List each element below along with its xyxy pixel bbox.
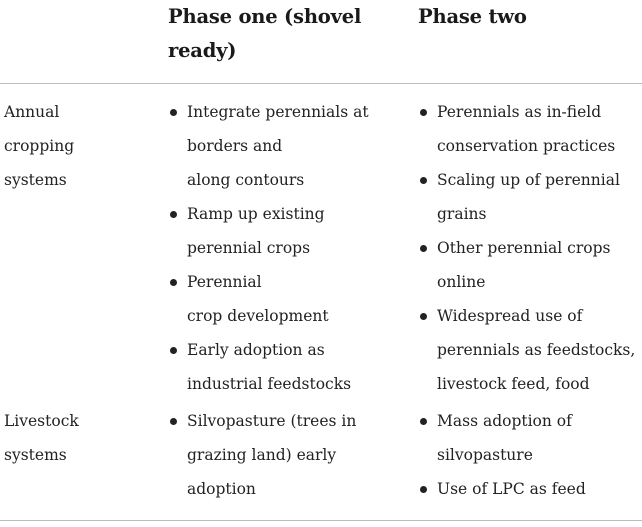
livestock-phase-one-list — [168, 404, 386, 506]
list-item-line: grains — [437, 205, 487, 223]
list-item-line: industrial feedstocks — [187, 375, 352, 393]
list-item — [418, 95, 638, 163]
list-item-line: adoption — [187, 480, 256, 498]
list-item-line: Perennials as in-field — [437, 103, 602, 121]
header-phase-two: Phase two — [418, 5, 527, 28]
list-item-line: Mass adoption of — [437, 412, 572, 430]
list-item — [418, 231, 638, 299]
list-item-line: perennial crops — [187, 239, 311, 257]
list-item-line: Early adoption as — [187, 341, 325, 359]
list-item-line: Use of LPC as feed — [437, 480, 586, 498]
header-phase-one-line1: Phase one (shovel — [168, 5, 362, 28]
list-item — [168, 95, 386, 197]
row-label-line: cropping — [4, 137, 75, 155]
header-divider — [0, 83, 642, 84]
list-item — [168, 265, 386, 333]
header-phase-one — [168, 0, 378, 68]
list-item — [168, 404, 386, 506]
row-label-livestock — [4, 404, 144, 472]
list-item — [418, 299, 638, 401]
row-label-annual-cropping — [4, 95, 144, 197]
list-item-line: conservation practices — [437, 137, 616, 155]
list-item — [418, 404, 638, 472]
table-bottom-rule — [0, 520, 642, 521]
list-item-line: Integrate perennials at — [187, 103, 369, 121]
row-label-line: Annual — [4, 103, 60, 121]
list-item-line: online — [437, 273, 486, 291]
list-item-line: Perennial — [187, 273, 262, 291]
list-item-line: livestock feed, food — [437, 375, 590, 393]
list-item-line: along contours — [187, 171, 305, 189]
list-item-line: grazing land) early — [187, 446, 337, 464]
list-item-line: silvopasture — [437, 446, 533, 464]
list-item-line: Scaling up of perennial — [437, 171, 620, 189]
row-label-line: Livestock — [4, 412, 79, 430]
list-item — [418, 163, 638, 231]
livestock-phase-two-list — [418, 404, 638, 506]
header-phase-one-line2: ready) — [168, 39, 237, 62]
list-item-line: perennials as feedstocks, — [437, 341, 636, 359]
row-label-line: systems — [4, 171, 67, 189]
list-item — [418, 472, 638, 506]
list-item-line: Widespread use of — [437, 307, 583, 325]
annual-phase-two-list — [418, 95, 638, 401]
list-item-line: Other perennial crops — [437, 239, 611, 257]
list-item-line: Silvopasture (trees in — [187, 412, 357, 430]
annual-phase-one-list — [168, 95, 386, 401]
list-item-line: Ramp up existing — [187, 205, 325, 223]
row-label-line: systems — [4, 446, 67, 464]
list-item — [168, 333, 386, 401]
list-item-line: borders and — [187, 137, 283, 155]
list-item — [168, 197, 386, 265]
list-item-line: crop development — [187, 307, 329, 325]
